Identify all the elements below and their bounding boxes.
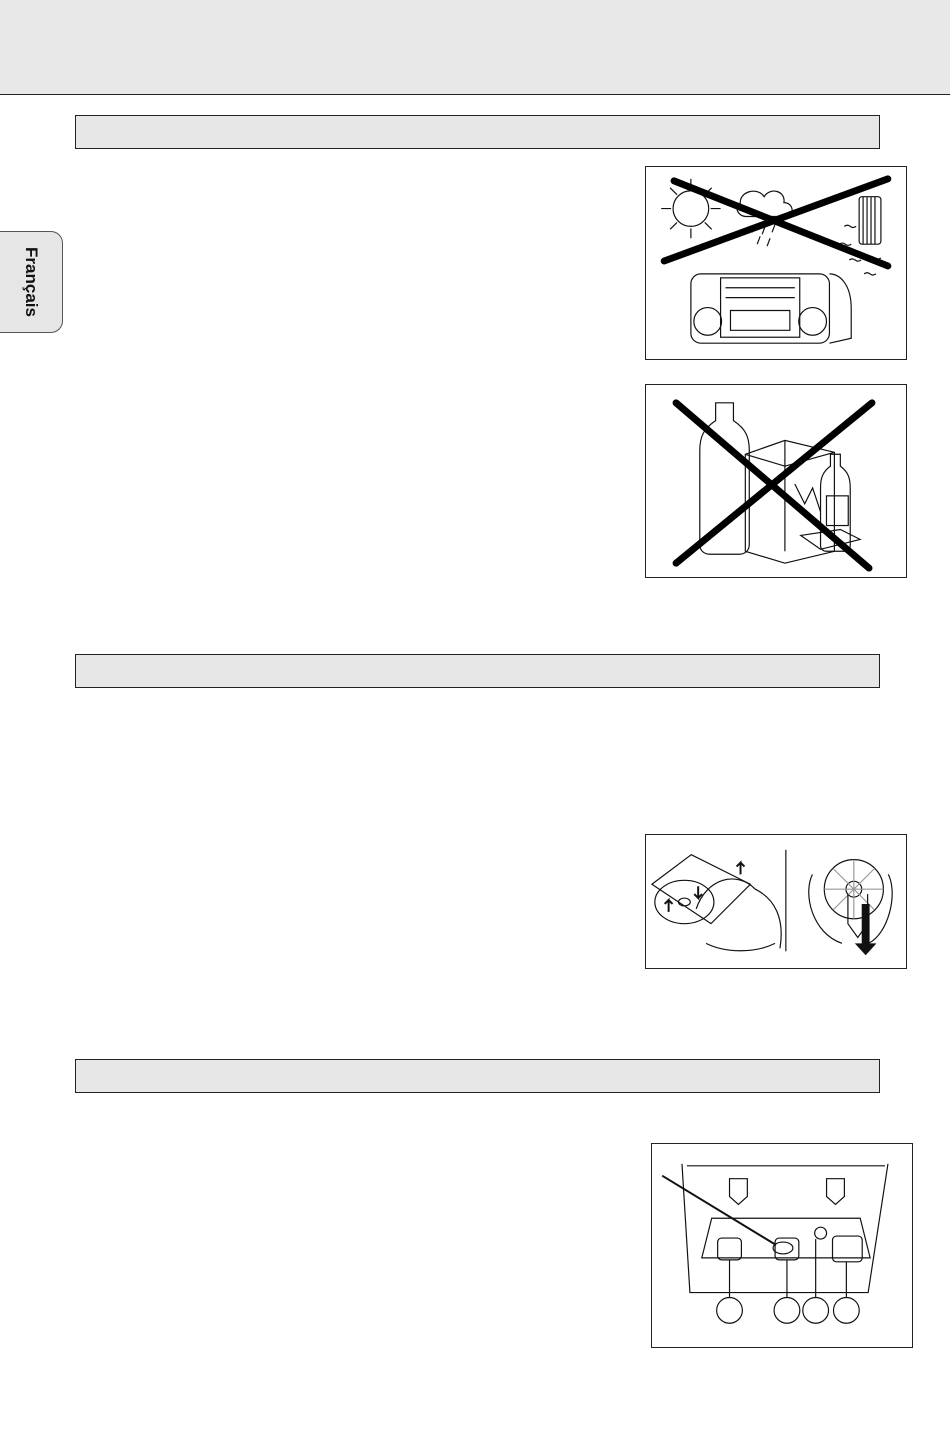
illustration-no-sun-rain-heat-svg (646, 167, 906, 359)
section-heading-bar-2 (75, 654, 880, 688)
language-tab[interactable] (0, 231, 63, 333)
illustration-disc-handling (645, 834, 907, 969)
illustration-disc-handling-svg (646, 835, 906, 968)
language-tab-label: Français (22, 247, 41, 317)
illustration-no-solvents (645, 384, 907, 578)
page-header-band (0, 0, 950, 95)
illustration-no-solvents-svg (646, 385, 906, 577)
section-heading-bar-3 (75, 1059, 880, 1093)
callout-1 (717, 1297, 743, 1323)
illustration-head-cleaning (651, 1143, 913, 1348)
illustration-no-sun-rain-heat (645, 166, 907, 360)
section-heading-bar-1 (75, 115, 880, 149)
callout-3 (803, 1297, 829, 1323)
illustration-head-cleaning-svg (652, 1144, 912, 1347)
callout-2 (774, 1297, 800, 1323)
callout-4 (833, 1297, 859, 1323)
